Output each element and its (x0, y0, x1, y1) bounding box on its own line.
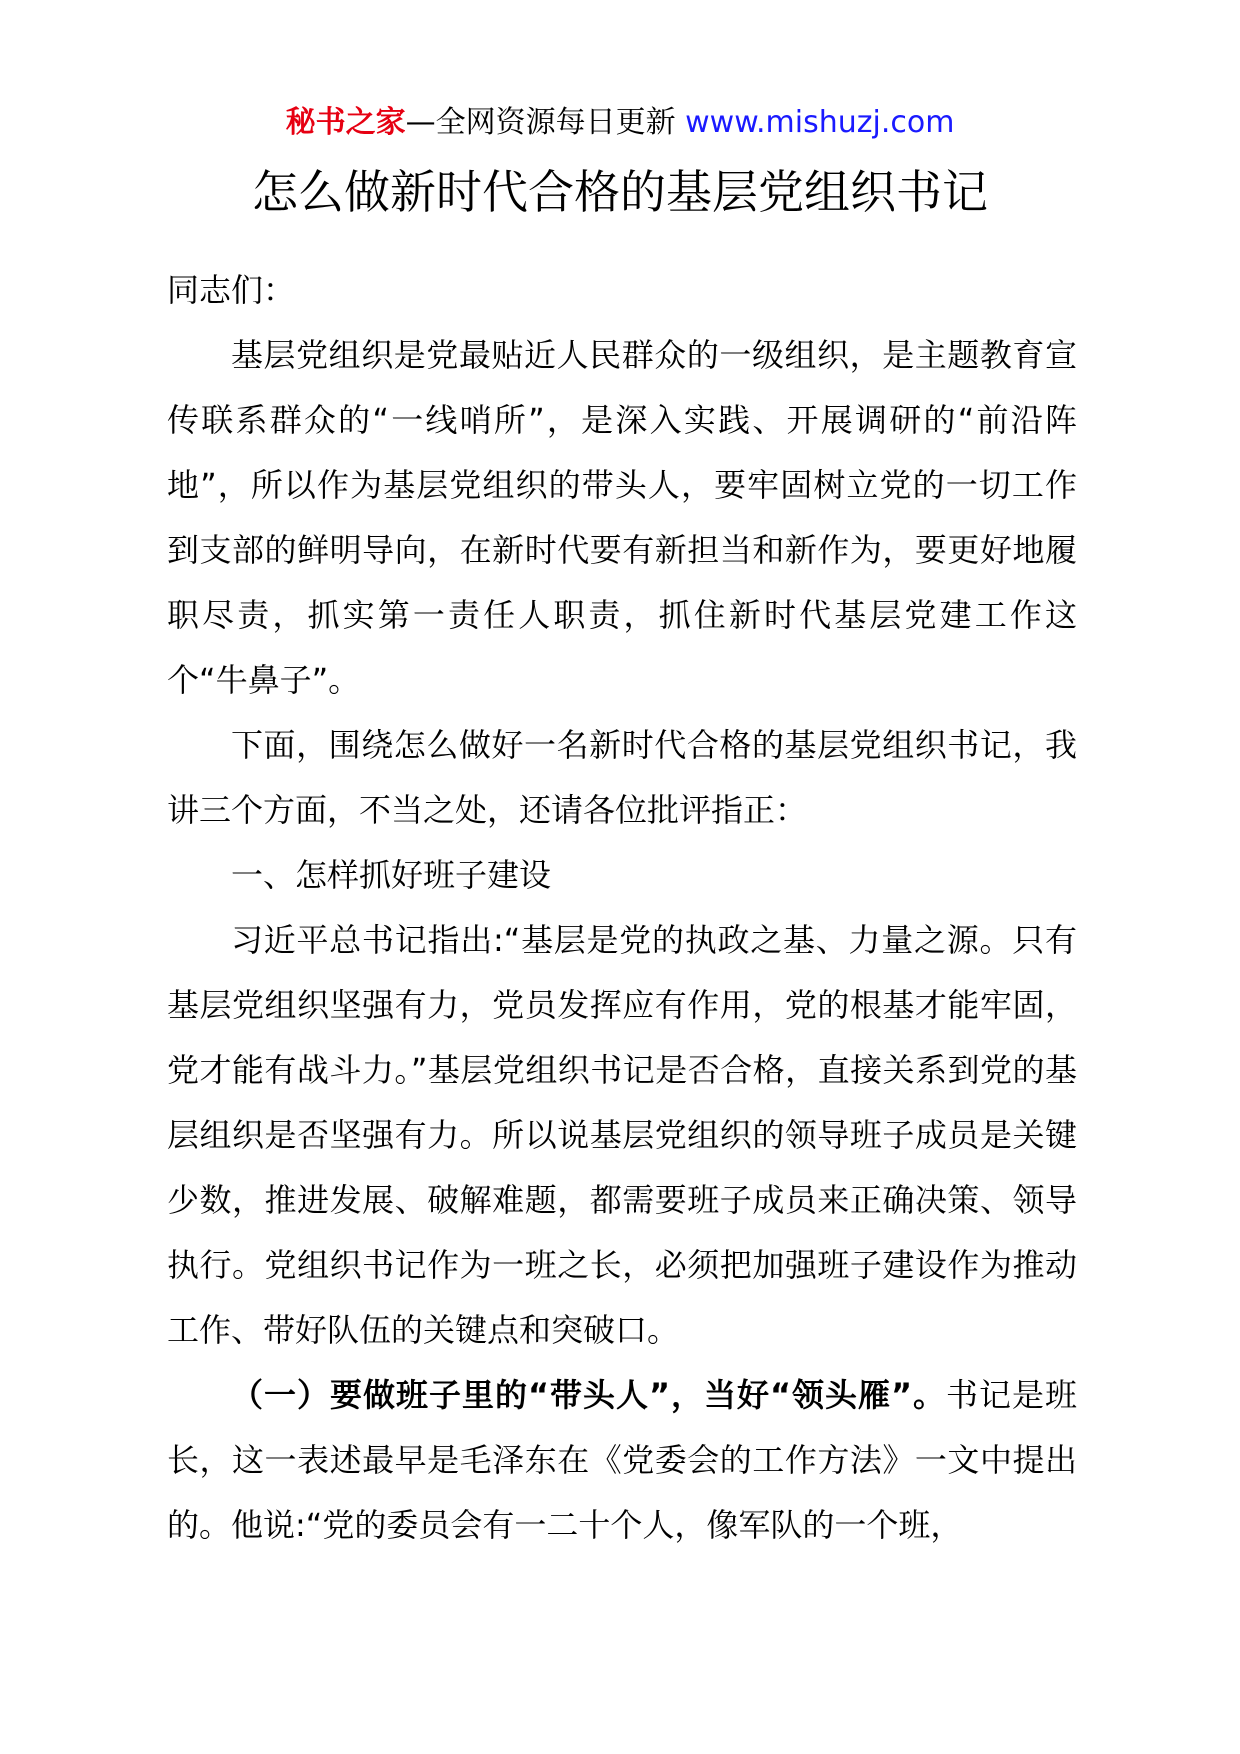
section-heading: 一、怎样抓好班子建设 (231, 856, 552, 894)
document-body (167, 258, 1077, 1558)
document-title: 怎么做新时代合格的基层党组织书记 (252, 165, 988, 219)
paragraph-outline: 下面，围绕怎么做好一名新时代合格的基层党组织书记，我讲三个方面，不当之处，还请各位批评指正： (167, 726, 1077, 829)
site-slogan: —全网资源每日更新 (405, 105, 676, 140)
section-paragraph: 习近平总书记指出:“基层是党的执政之基、力量之源。只有基层党组织坚强有力，党员发挥应有作用，党的根基才能牢固，党才能有战斗力。”基层党组织书记是否合格，直接关系到党的基层组织是否坚强有力。所以说基层党组织的领导班子成员是关键少数，推进发展、破解难题，都需要班子成员来正确决策、领导执行。党组织书记作为一班之长，必须把加强班子建设作为推动工作、带好队伍的关键点和突破口。 (167, 921, 1077, 1349)
site-url-link[interactable]: www.mishuzj.com (685, 105, 955, 140)
salutation: 同志们： (167, 271, 296, 309)
subsection-heading: （一）要做班子里的“带头人”，当好“领头雁”。 (231, 1376, 946, 1414)
paragraph-intro: 基层党组织是党最贴近人民群众的一级组织，是主题教育宣传联系群众的“一线哨所”，是深入实践、开展调研的“前沿阵地”，所以作为基层党组织的带头人，要牢固树立党的一切工作到支部的鲜明导向，在新时代要有新担当和新作为，要更好地履职尽责，抓实第一责任人职责，抓住新时代基层党建工作这个“牛鼻子”。 (167, 336, 1077, 699)
site-header (0, 103, 1240, 143)
subsection-paragraph (167, 1363, 1077, 1558)
site-name: 秘书之家 (285, 105, 406, 140)
subsection-text: 书记是班长，这一表述最早是毛泽东在《党委会的工作方法》一文中提出的。他说:“党的委员会有一二十个人，像军队的一个班， (167, 1376, 1077, 1544)
